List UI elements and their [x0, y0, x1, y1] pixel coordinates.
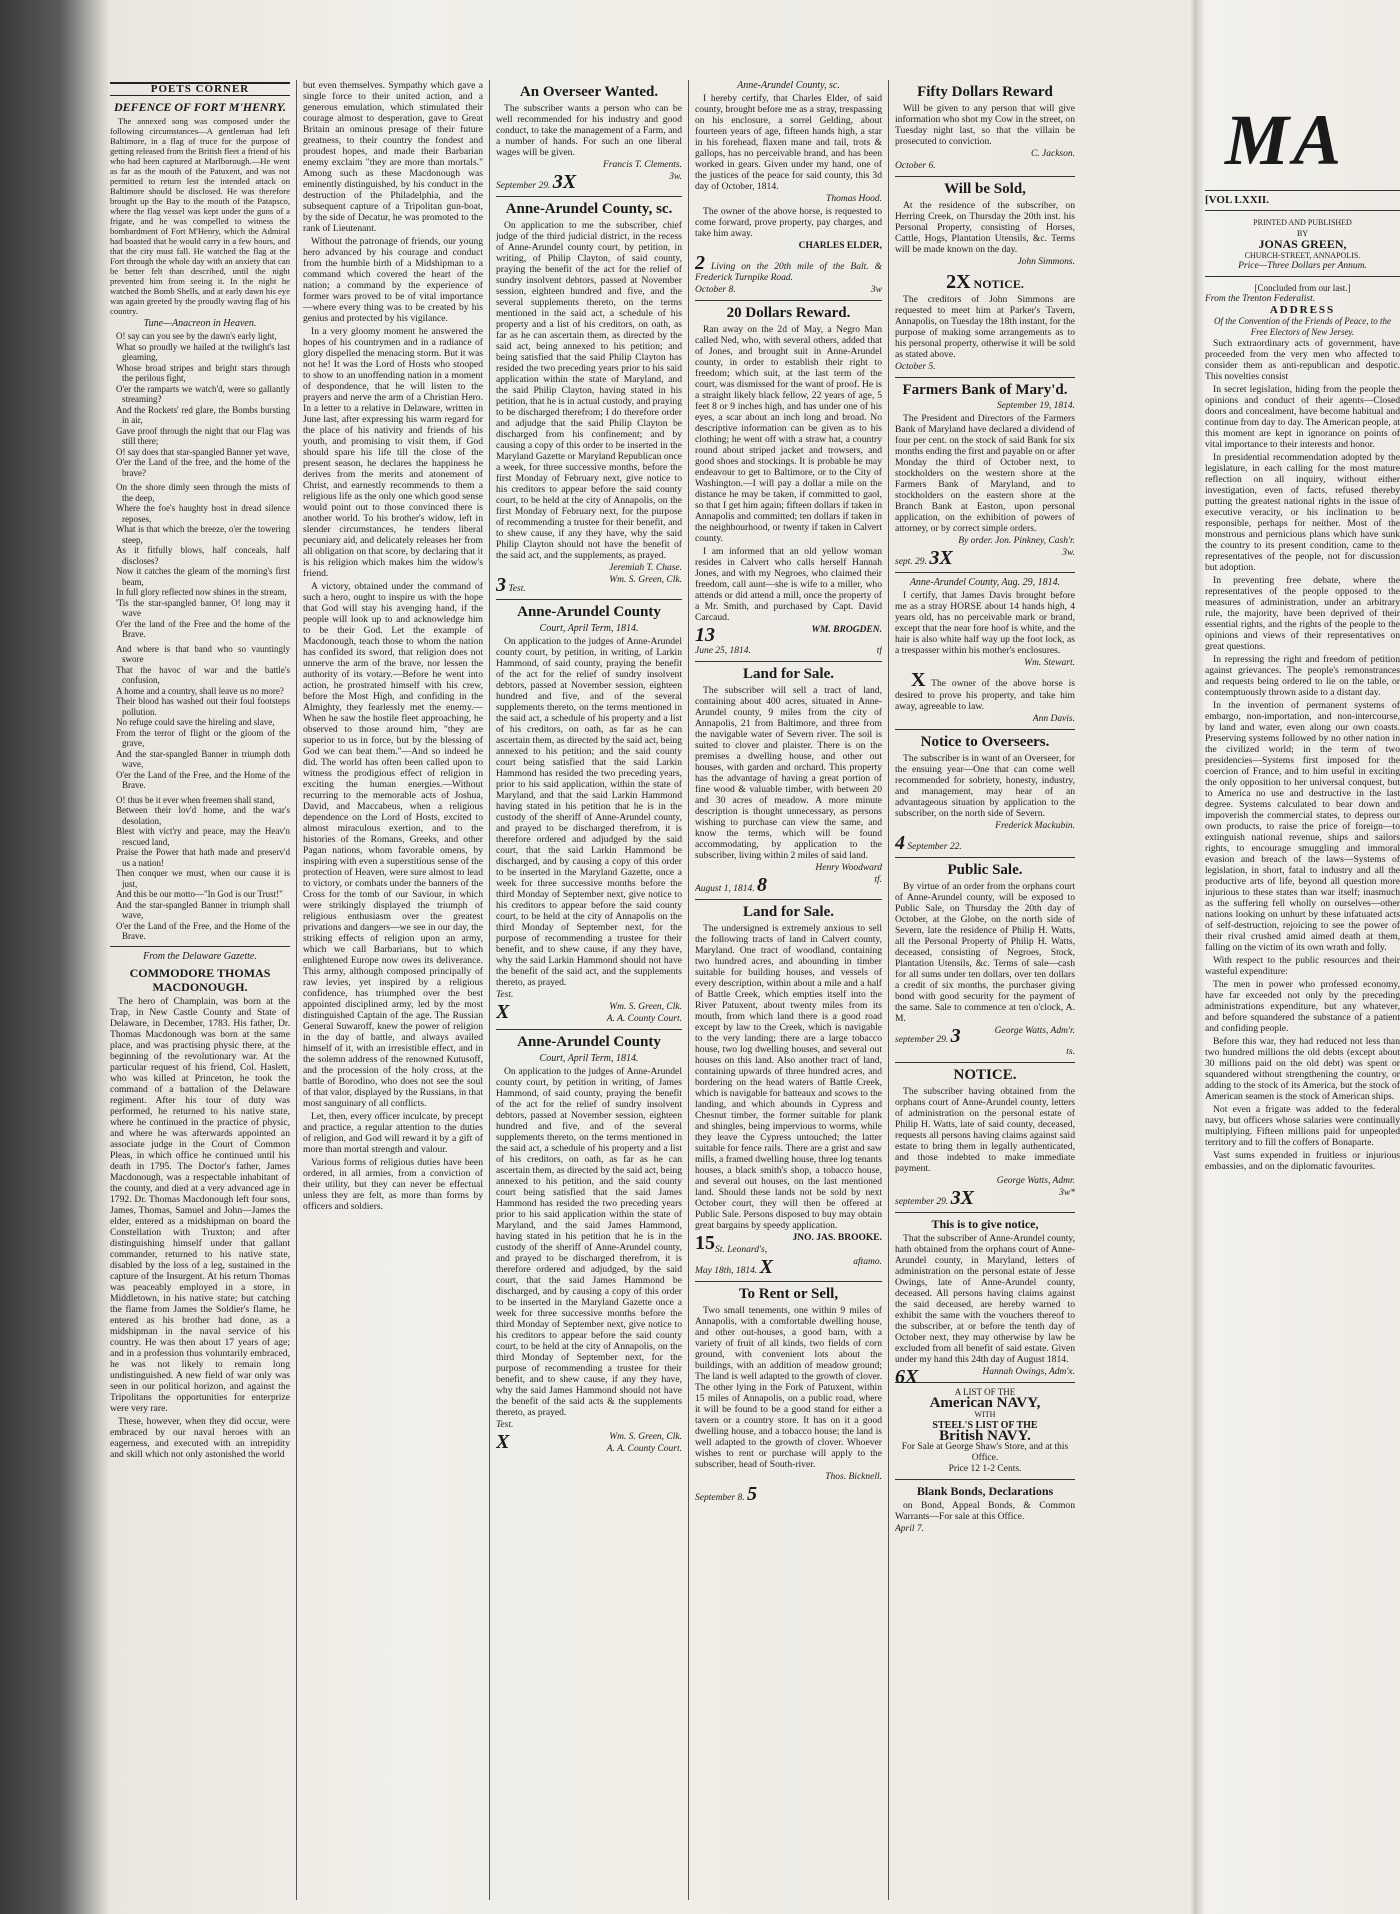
ad-title: An Overseer Wanted. — [519, 84, 659, 100]
ad-signature: Francis T. Clements. — [603, 160, 682, 170]
ad-county: Anne-Arundel County, sc. — [737, 80, 840, 91]
article-paragraph: Without the patronage of friends, our young hero advanced by his courage and conduct from the humble birth of a Midshipman to a command which covered the heart of the nation; a command by the experience of former wars proved to be of vital importance—where every thing was to be created by his genius and protected by his vigilance. — [303, 236, 483, 324]
divider — [895, 572, 1075, 573]
ad-body: I hereby certify, that Charles Elder, of said county, brought before me as a stray, trespassing on his enclosure, a sorrel Gelding, about fourteen years of age, fifteen hands high, a star in his forehead, flaxen mane and tail, trots & gallops, has no perceivable brand, and has been worked in gears. Given under my hand, one of the justices of the peace for said county, this 3d day of October, 1814. — [695, 93, 882, 192]
ad-body: On application to the judges of Anne-Arundel county court, by petition, in writing, of Larkin Hammond, of said county, praying the benefit of the act for the relief of sundry insolvent debtors, passed at November session, eighteen hundred and five, and of the several supplements thereto, on the terms mentioned in the said act, a schedule of his property and a list of his creditors, on oath, as far as he can ascertain them, as directed by the said act, being annexed to his petition; and the said county court being satisfied that the said Larkin Hammond has resided the two preceding years, prior to his said application, within the state of Maryland, and that the said Larkin Hammond having stated in his petition that he is in the custody of the sheriff of Anne-Arundel county, and prayed to be discharged therefrom, it is therefore ordered and adjudged by the said court, that the said Larkin Hammond be discharged, and by causing a copy of this order to be inserted in the Maryland Gazette, once a week for three successive months before the third Monday of September next, give notice to his creditors to appear before the said county court, to be held at the city of Annapolis on the third Monday of September next, for the purpose of recommending a trustee for their benefit, and to shew cause, if any they have, why the said Larkin Hammond should not have the benefit of the said act, and the supplements thereto, as prayed. — [496, 636, 682, 988]
ad-signature: 6X Hannah Owings, Adm'x. — [895, 1366, 1075, 1388]
ad-date: September 19, 1814. — [996, 401, 1075, 411]
address-paragraph: With respect to the public resources and their wasteful expenditure: — [1205, 955, 1400, 977]
divider — [496, 599, 682, 600]
ad-title: 20 Dollars Reward. — [726, 305, 851, 321]
ad-subtitle: Court, April Term, 1814. — [539, 623, 639, 634]
column-2 — [303, 80, 483, 1900]
ad-court: A. A. County Court. — [606, 1014, 682, 1024]
ad-place: St. Leonard's, — [715, 1245, 768, 1255]
divider — [695, 1281, 882, 1282]
article-paragraph: but even themselves. Sympathy which gave a single force to their united action, and a generous emulation, which stimulated their courage almost to desperation, gave to Great Britain an ominous presage of their future greatness, to their country the fondest and proudest hopes, and made their Barbarian enemy exclaim "they are more than mortals." Among such as these Macdonough was eminently distinguished, by his conduct in the destruction of the Philadelphia, and the subsequent capture of a Tripolitan gun-boat, by the side of Decatur, he was promoted to the rank of Lieutenant. — [303, 80, 483, 234]
address-paragraph: In the invention of permanent systems of embargo, non-importation, and non-intercourse, by land and water, even along our own coasts. Preserving systems followed by no other nation in the civilized world; in the term of two presidencies—Systems first imposed for the coercion of France, and to him useful in exciting the only opposition to her universal conquest, but to America no use and destructive in the last degree. Systems calculated to bear down and impoverish the commercial states, to depress our own products, to raise the price of foreign—to extinguish national revenue, ships and sailors rights, to encourage smuggling and immoral evasion and breach of the laws—Systems of legislation, in short, fatal to industry and all the productive arts of life, beyond all question more injurious to these states than war itself; inasmuch as the suffering fell wholly on ourselves—other nations looking on unhurt by these infatuated acts of self-destruction, rejoicing to see the power of their rival crushed amid aimed death at them, falling on the victim of its own wrath and folly. — [1205, 700, 1400, 953]
ad-title: To Rent or Sell, — [738, 1286, 839, 1302]
column-rule — [489, 80, 490, 1900]
ad-body: That the subscriber of Anne-Arundel county, hath obtained from the orphans court of Anne-Arundel county, in Maryland, letters of administration on the personal estate of Jesse Owings, late of Anne-Arundel county, deceased. All persons having claims against the said deceased, are hereby warned to exhibit the same with the vouchers thereof to the subscriber, at or before the tenth day of October next, they may otherwise by law be excluded from all benefit of said estate. Given under my hand this 24th day of August 1814. — [895, 1233, 1075, 1365]
address-paragraph: Such extraordinary acts of government, have proceeded from the very men who affected to consider them as anti-republican and despotic. This novelties consist — [1205, 338, 1400, 382]
ad-date: september 29. 3X 3w* — [895, 1187, 1075, 1209]
poem-verse — [110, 644, 290, 791]
ad-signature: John Simmons. — [1017, 257, 1075, 267]
ad-body: The subscriber having obtained from the orphans court of Anne-Arundel county, letters of administration on the personal estate of Philip H. Watts, late of said county, deceased, requests all persons having claims against said estate to bring them in legally authenticated, and those indebted to make immediate payment. — [895, 1086, 1075, 1174]
article-paragraph: Various forms of religious duties have been ordered, in all armies, from a conviction of their utility, but they can never be effectual unless they are felt, as more than forms by officers and soldiers. — [303, 1157, 483, 1212]
poem-line: O! say can you see by the dawn's early light, — [116, 331, 277, 341]
poem-line: In full glory reflected now shines in the stream, — [116, 587, 287, 597]
ad-date: sept. 29. 3X 3w. — [895, 547, 1075, 569]
masthead: MA — [1225, 100, 1346, 180]
ad-test: Test. — [496, 1420, 514, 1430]
ad-court: A. A. County Court. — [606, 1444, 682, 1454]
ad-date: September 29. 3X 3w. — [496, 171, 682, 193]
navy-line: STEEL'S LIST OF THE — [932, 1420, 1038, 1431]
navy-line: British NAVY. — [939, 1428, 1031, 1444]
ad-body: Will be given to any person that will give information who shot my Cow in the street, on Tuesday night last, so that the villain be prosecuted to conviction. — [895, 103, 1075, 147]
divider — [496, 1029, 682, 1030]
ad-title: NOTICE. — [953, 1067, 1017, 1083]
navy-line: Price 12 1-2 Cents. — [948, 1464, 1022, 1474]
ad-title: Anne-Arundel County — [517, 604, 661, 620]
ad-title: Farmers Bank of Mary'd. — [902, 382, 1068, 398]
poem-line: Whose broad stripes and bright stars through the perilous fight, — [116, 362, 290, 383]
poem-line: A home and a country, shall leave us no more? — [116, 685, 284, 696]
poem-verse — [110, 331, 290, 478]
article-paragraph: The hero of Champlain, was born at the Trap, in New Castle County and State of Delaware, in December, 1783. His father, Dr. Thomas Macdonough was born at the same place, and was practising physic there, at the beginning of the revolutionary war. At the particular request of his friend, Col. Haslett, who was killed at Princeton, he took the command of a battalion of the Delaware regiment. After his tour of duty was performed, he returned to his native state, where he continued in the practice of physic, and where he was afterwards appointed an associate judge in the Court of Common Pleas, in which office he continued until his death in 1795. The Doctor's father, James Macdonough, was a respectable inhabitant of the county, and died at a very advanced age in 1792. Dr. Thomas Macdonough left four sons, James, Thomas, Samuel and John—James the elder, entered as a midshipman on board the Constellation with Truxton; and after distinguishing himself under that gallant commander, returned to his native state, disabled by the loss of a leg, sustained in the capture of the Insurgent. At his return Thomas was peaceably employed in a store, in Middletown, in his native state; but catching the flame from James the Soldier's flame, he entered as his brother had done, as a midshipman in the naval service of his country. He was then about 17 years of age; and in a profession thus voluntarily embraced, he was not likely to remain long undistinguished. A new field of war only was seen in our political horizon, and against the Tripolitans the opportunities for enterprize were very rare. — [110, 995, 290, 1414]
ad-title: Anne-Arundel County, sc. — [505, 201, 673, 217]
ad-date: May 18th, 1814. X aftamo. — [695, 1256, 882, 1278]
ad-body: I am informed that an old yellow woman resides in Calvert who calls herself Hannah Jones, and with my Negroes, who claimed their freedom, call aunt—she is wife to a miller, who attends or did attend a mill, once the property of a Mr. Smith, and purchased by Capt. David Carcaud. — [695, 546, 882, 623]
ad-title: Land for Sale. — [743, 666, 834, 682]
divider — [895, 377, 1075, 378]
address-paragraph: In presidential recommendation adopted by the legislature, in each calling for the most mature reflection on all inquiry, without either investigation, even of facts, refused thereby putting the greatest national rights in the issue of executive veracity, or his inclination to be responsible, perhaps for neither. Most of the monstrous and pernicious plans which have sunk the country to its present condition, came to the representatives of the people, not for discussion but adoption. — [1205, 452, 1400, 573]
ad-date: June 25, 1814. tf — [695, 646, 882, 656]
ad-body: The owner of the above horse, is requested to come forward, prove property, pay charges, and take him away. — [695, 206, 882, 239]
poem-line: Between their lov'd home, and the war's desolation, — [116, 805, 290, 826]
navy-line: WITH — [974, 1410, 996, 1419]
navy-line: For Sale at George Shaw's Store, and at this Office. — [901, 1442, 1069, 1463]
poem-line: Their blood has washed out their foul footsteps pollution. — [116, 696, 290, 717]
article-paragraph: In a very gloomy moment he answered the hopes of his countrymen and in a radiance of glory dispelled the menacing storm. But it was not he! It was the Lord of Hosts who stooped to show to an unoffending nation in a moment of despondence, that he will listen to the prayers and nerve the arm of a Christian Hero. In a letter to a relative in Delaware, written in June last, after expressing his warm regard for the place of his nativity and friends of his youth, and promising to visit them, if God should spare his life till the close of the present season, he declares the happiness he derives from the merits and atonement of Christ, and earnestly recommends to them a religious life as the only one which good sense would point out to those convinced there is another world. To his brother's widow, left in slender circumstances, he tenders liberal pecuniary aid, and delicately releases her from all obligation on that score, by declaring that it is his religion which makes him the widow's friend. — [303, 326, 483, 579]
ad-body: On application to me the subscriber, chief judge of the third judicial district, in the recess of Anne-Arundel county court, by petition, in writing, of Philip Clayton, of said county, praying the benefit of the act for the relief of sundry insolvent debtors, passed at November session, eighteen hundred and five, and the several supplements thereto, on the terms mentioned in the said act, a schedule of his property and a list of his creditors, on oath, as far as he can ascertain them, as directed by the said act, being annexed to his petition; and being satisfied that the said Philip Clayton has resided the two preceding years prior to his said application within the state of Maryland, and the said Philip Clayton, having stated in his petition, that he is in actual custody, and praying to be discharged therefrom; I do therefore order and adjudge that the said Philip Clayton be discharged from his confinement; and by causing a copy of this order to be inserted in the Maryland Gazette or Maryland Republican once a week, for three successive months, before the first Monday of February next, give notice to his creditors to appear before the said county court, to be held at the city of Annapolis, on the first Monday of February next, for the purpose of recommending a trustee for their benefit, and to shew cause, if any they have, why the said Philip Clayton should not have the benefit of the said act, and the supplements, as prayed. — [496, 220, 682, 561]
ad-body: on Bond, Appeal Bonds, & Common Warrants—For sale at this Office. — [895, 1500, 1075, 1522]
address-body — [1205, 338, 1400, 1174]
address-paragraph: In repressing the right and freedom of petition against grievances. The people's remonstrances and requests being ordered to lie on the table, or contemptuously thrown aside to a distant day. — [1205, 654, 1400, 698]
ad-signature: George Watts, Admr. — [996, 1176, 1075, 1186]
ad-date: 4 September 22. — [895, 832, 962, 854]
ad-title: Public Sale. — [947, 862, 1023, 878]
ad-body: X The owner of the above horse is desired to prove his property, and take him away, agreeable to law. — [895, 669, 1075, 712]
navy-ad — [895, 1387, 1075, 1475]
publisher: JONAS GREEN, — [1258, 237, 1347, 251]
ad-body: Ran away on the 2d of May, a Negro Man called Ned, who, with several others, added that of Jones, and brought suit in Anne-Arundel county, in order to establish their right to freedom; which suit, at the last term of the court, was dismissed for the want of proof. He is a straight likely black fellow, 22 years of age, 5 feet 8 or 9 inches high, and has under one of his eyes, a scar about an inch long and broad. No descriptive information can be given as to his clothing; he went off with a straw hat, a country round about striped jacket and trowsers, and good shoes and stockings. It is probable he may endeavour to get to Baltimore, or to the City of Washington.—I will pay a dollar a mile on the distance he may be taken, if committed to gaol, so that I get him again; fifteen dollars if taken in Annapolis and committed; ten dollars if taken in the neighbourhood, or twenty if taken in Calvert county. — [695, 324, 882, 544]
ad-signature: 15 JNO. JAS. BROOKE. — [695, 1232, 882, 1254]
poem-title: DEFENCE OF FORT M'HENRY. — [113, 100, 287, 114]
poem-line: And the star-spangled Banner in triumph shall wave, — [116, 899, 290, 920]
price: Price—Three Dollars per Annum. — [1205, 261, 1400, 277]
poem-line: O! say does that star-spangled Banner yet wave, — [116, 446, 290, 457]
column-rule — [888, 80, 889, 1900]
ad-body: The subscriber wants a person who can be well recommended for his industry and good conduct, to take the management of a Farm, and a number of hands. For such an one liberal wages will be given. — [496, 103, 682, 158]
poem-verse — [110, 482, 290, 640]
ad-test: Test. — [496, 990, 514, 1000]
divider — [695, 300, 882, 301]
poem-line: That the havoc of war and the battle's confusion, — [116, 664, 290, 685]
ad-signature: Henry Woodward — [815, 863, 882, 873]
column-3 — [496, 80, 682, 1900]
poem-line: And this be our motto—"In God is our Trust!" — [116, 889, 283, 899]
divider — [695, 661, 882, 662]
poem-verse — [110, 795, 290, 942]
poem-line: O! thus be it ever when freemen shall stand, — [116, 794, 275, 805]
source: From the Trenton Federalist. — [1205, 294, 1316, 304]
ad-signature: Wm. Stewart. — [1024, 658, 1075, 668]
ad-body: The undersigned is extremely anxious to sell the following tracts of land in Calvert county, Maryland. One tract of woodland, containing two hundred acres, and abounding in timber suitable for building houses, and vessels of every description, within about a mile and a half of Battle Creek, which empties itself into the River Patuxent, about twenty miles from its mouth, from which land there is a good road except by law to the Creek, which is navigable to the very landing; there are a large tobacco house, two log dwelling houses, and several out houses on this land. Also another tract of land, containing upwards of three hundred acres, and bordering on the head waters of Battle Creek, which is navigable for batteaux and scows to the landing, and which abounds in Cypress and Chesnut timber, the former suitable for plank and shingles, being impervious to worms, while they leave the Cypress untouched; the latter suitable for fence rails. There are a grist and saw mills, a framed dwelling house, three log tenants houses, a black smith's shop, a tobacco house, and several out houses, on the last mentioned land. Should these lands not be sold by next October court, they will then be offered at Public Sale. Persons disposed to buy may obtain great bargains by speedy application. — [695, 923, 882, 1231]
divider — [895, 1062, 1075, 1063]
ad-body: The subscriber will sell a tract of land, containing about 400 acres, situated in Anne-Arundel county, 9 miles from the city of Annapolis, 21 from Baltimore, and three from the navigable water of Severn river. The soil is suited to clover and plaister. There is on the premises a dwelling house, and other out houses, with garden and orchard. This property has the advantage of having a great portion of fine wood & valuable timber, with between 20 and 30 acres of meadow. A more minute description is thought unnecessary, as persons wishing to purchase can view the same, and know the terms, which will be found accommodating, by application to the subscriber, living within 2 miles of said land. — [695, 685, 882, 861]
address-paragraph: In secret legislation, hiding from the people the opinions and conduct of their agents—Closed doors and concealment, have become habitual and continue from day to day. The American people, at this moment are kept in ignorance on points of vital importance to their interests and honor. — [1205, 384, 1400, 450]
divider — [895, 176, 1075, 177]
ad-signature: Thos. Bicknell. — [825, 1472, 882, 1482]
column-rule — [296, 80, 297, 1900]
column-5 — [895, 80, 1075, 1900]
article-title: COMMODORE THOMAS MACDONOUGH. — [129, 965, 271, 994]
ad-date: September 8. 5 — [695, 1483, 757, 1505]
address-paragraph: The men in power who professed economy, have far exceeded not only by the preceding administrations expenditure, but any whatever, and before squandered the substance of a patient and confiding people. — [1205, 979, 1400, 1034]
ad-county: Anne-Arundel County, Aug. 29, 1814. — [909, 577, 1061, 588]
ad-signature-line: 13 WM. BROGDEN. — [695, 624, 882, 646]
poem-line: And where is that band who so vauntingly swore — [116, 643, 290, 664]
ad-date: August 1, 1814. 8 tf. — [695, 874, 882, 896]
address-title: ADDRESS — [1269, 304, 1336, 316]
ad-title: Fifty Dollars Reward — [917, 84, 1053, 100]
poem-line: O'er the Land of the free, and the home of the brave? — [116, 457, 290, 478]
ad-date: October 5. — [895, 362, 936, 372]
newspaper-page-left — [110, 80, 1190, 1900]
poem-line: As it fitfully blows, half conceals, half discloses? — [116, 545, 290, 566]
poem-line: Gave proof through the night that our Flag was still there; — [116, 425, 290, 446]
divider — [110, 946, 290, 947]
concluded-note: [Concluded from our last.] — [1254, 283, 1351, 293]
volume-line: [VOL LXXII. — [1205, 190, 1400, 211]
ad-title: Will be Sold, — [944, 181, 1026, 197]
poem-line: O'er the land of the Free and the home of the Brave. — [116, 618, 290, 639]
ad-signature: Thomas Hood. — [826, 194, 882, 204]
poem-line: No refuge could save the hireling and slave, — [116, 717, 275, 727]
address-paragraph: Before this war, they had reduced not less than two hundred millions the old debts (except about 30 millions paid on the old debt) was spent or squandered without strengthening the country, or adding to the stock of its America, but the stock of American seamen is the stock of American ships. — [1205, 1036, 1400, 1102]
ad-body: The subscriber is in want of an Overseer, for the ensuing year—One that can come well recommended for sobriety, honesty, industry, and management, may hear of an advantageous situation by application to the subscriber, on the north side of Severn. — [895, 753, 1075, 819]
poem-line: Blest with vict'ry and peace, may the Heav'n rescued land, — [116, 826, 290, 847]
ad-date: October 6. — [895, 161, 936, 171]
address-subtitle: Of the Convention of the Friends of Peace, to the Free Electors of New Jersey. — [1214, 316, 1391, 337]
ad-body: At the residence of the subscriber, on Herring Creek, on Thursday the 20th inst. his Personal Property, consisting of Horses, Cattle, Hogs, Plantation Utensils, &c. Terms will be made known on the day. — [895, 200, 1075, 255]
poem-line: Now it catches the gleam of the morning's first beam, — [116, 566, 290, 587]
divider — [895, 1212, 1075, 1213]
ad-signature: X Wm. S. Green, Clk. — [496, 1431, 682, 1453]
poem-line: And the star-spangled Banner in triumph doth wave, — [116, 748, 290, 769]
column-4 — [695, 80, 882, 1900]
ad-body: Two small tenements, one within 9 miles of Annapolis, with a comfortable dwelling house, and other out-houses, a good barn, with a variety of fruit of all kinds, two fields of corn ground, with convenient lots about the buildings, with an addition of meadow ground; The land is well adapted to the growth of clover. The other lying in the Fork of Patuxent, within 15 miles of Annapolis, on a public road, where it will be found to be a good stand for either a tavern or a country store. It has on it a good dwelling house, and a tobacco house; the land is well adapted to the growth of clover. Whoever wishes to rent or purchase will apply to the subscriber, head of South-river. — [695, 1305, 882, 1470]
ad-title: Notice to Overseers. — [920, 734, 1050, 750]
poem-line: O'er the Land of the Free, and the Home of the Brave. — [116, 769, 290, 790]
poem-line: 'Tis the star-spangled banner, O! long may it wave — [116, 597, 290, 618]
article-paragraph: A victory, obtained under the command of such a hero, ought to inspire us with the hope that God will stay his avenging hand, if the people will look up to and acknowledge him to be their God. Let the example of Macdonough, teach those to whom the nation has confided its sword, that religion does not unnerve the arm of the brave, nor lessen the authority of its votary.—Before he went into action, he prostrated himself with his crew, before the Most High, and confiding in the Almighty, they fearlessly met the enemy.—When he saw the hostile fleet approaching, he observed to those around him, "they are superior to us in force, but by the blessing of God we can beat them."—And so indeed he did. The world has often been called upon to witness the prodigious effect of religion in exciting the human energies.—Without recurring to the memorable acts of Joshua, David, and Maccabeus, when a religious dependence on the Lord of Hosts, excited to almost miraculous exertion, and to the histories of the Romans, Greeks, and other Pagan nations, whom favorable omens, by inspiring with even a superstitious sense of the protection of Heaven, were sure almost to lead to victory, or combats under the banners of the Cross for the tomb of our Saviour, in which were strikingly displayed the triumph of religious enthusiasm over the greatest privations and dangers—we see in our day, the striking effects of religion upon an army, which we call Barbarians, but to which enlightened Europe now owes its deliverance. This army, although composed principally of raw levies, yet inspired by a religious confidence, has triumphed over the best appointed disciplined army, led by the most distinguished Captain of the age. The Russian General Suwaroff, knew the power of religion in the day of battle, and always availed himself of it, with an irresistible effect, and in the solemn address of the renowned Kutusoff, and the procession of the holy cross, at the battle of Borodino, who does not see the soul of that valor, displayed by the Russians, in that most sanguinary of all conflicts. — [303, 581, 483, 1109]
navy-line: American NAVY, — [929, 1395, 1041, 1411]
ad-title: This is to give notice, — [931, 1217, 1039, 1231]
poem-line: Where the foe's haughty host in dread silence reposes, — [116, 503, 290, 524]
poem-line: Praise the Power that hath made and preserv'd us a nation! — [116, 847, 290, 868]
poem-line: What is that which the breeze, o'er the towering steep, — [116, 524, 290, 545]
poem-line: And the Rockets' red glare, the Bombs bursting in air, — [116, 404, 290, 425]
article-source: From the Delaware Gazette. — [143, 950, 257, 962]
poem-line: O'er the ramparts we watch'd, were so gallantly streaming? — [116, 383, 290, 404]
ad-date: september 29. 3 George Watts, Adm'r. — [895, 1025, 1075, 1047]
ad-body: The President and Directors of the Farmers Bank of Maryland have declared a dividend of four per cent. on the stock of said Bank for six months ending the first and payable on or after Monday the third of October next, to stockholders on the western shore at the Farmers Bank of Maryland, and to stockholders on the eastern shore at the Branch Bank at Easton, upon personal application, on the exhibition of powers of attorney, or by correct simple orders. — [895, 413, 1075, 534]
ad-signature: Ann Davis. — [1032, 714, 1075, 724]
ad-title: Anne-Arundel County — [517, 1034, 661, 1050]
article-paragraph: Let, then, every officer inculcate, by precept and practice, a regular attention to the duties of religion, and God will reward it by a gift of more than mortal strength and valour. — [303, 1111, 483, 1155]
ad-date: April 7. — [895, 1524, 925, 1534]
address-paragraph: In preventing free debate, where the representatives of the people opposed to the measures of administration, under an arbitrary rule, the majority, have been deprived of their essential rights, and the rights of the people to the opinions and views of their representatives on great questions. — [1205, 575, 1400, 652]
poem-line: From the terror of flight or the gloom of the grave, — [116, 727, 290, 748]
ad-term: ts. — [1066, 1047, 1075, 1057]
ad-title: Blank Bonds, Declarations — [916, 1484, 1054, 1498]
column-rule — [688, 80, 689, 1900]
divider — [895, 1382, 1075, 1383]
ad-signature: CHARLES ELDER, — [798, 241, 882, 251]
address-paragraph: Not even a frigate was added to the federal navy, but officers whose salaries were continually multiplying. Fifteen millions paid for unpeopled territory and to fill the coffers of Bonaparte. — [1205, 1104, 1400, 1148]
article-paragraph: These, however, when they did occur, were embraced by our naval heroes with an eagerness, and executed with an intrepidity and skill which not only astonished the world — [110, 1415, 290, 1460]
poets-corner-banner: POETS CORNER — [110, 82, 290, 96]
poem-line: O'er the Land of the Free, and the Home of the Brave. — [116, 920, 290, 941]
poem-intro: The annexed song was composed under the following circumstances—A gentleman had left Baltimore, in a flag of truce for the purpose of getting released from the British fleet a friend of his who had been captured at Marlborough.—He went as far as the mouth of the Patuxent, and was not permitted to return lest the intended attack on Baltimore should be disclosed. He was therefore brought up the Bay to the mouth of the Patapsco, where the flag vessel was kept under the guns of a frigate, and he was compelled to witness the bombardment of Fort M'Henry, which the Admiral had boasted that he would carry in a few hours, and that the city must fall. He watched the flag at the Fort through the whole day with an anxiety that can be better felt than described, until the night prevented him from seeing it. In the night he watched the Bomb Shells, and at early dawn his eye was again greeted by the proudly waving flag of his country. — [110, 116, 290, 316]
ad-signature: X Wm. S. Green, Clk. — [496, 1001, 682, 1023]
poem-line: What so proudly we hailed at the twilight's last gleaming, — [116, 341, 290, 362]
divider — [895, 729, 1075, 730]
ad-address: 2 Living on the 20th mile of the Balt. & Frederick Turnpike Road. — [695, 252, 882, 283]
street: CHURCH-STREET, ANNAPOLIS. — [1244, 251, 1361, 260]
ad-subtitle: Court, April Term, 1814. — [539, 1053, 639, 1064]
column-1 — [110, 80, 290, 1900]
poem-line: Then conquer we must, when our cause it is just, — [116, 868, 290, 889]
poem-tune: Tune—Anacreon in Heaven. — [143, 318, 257, 329]
ad-title: 2X NOTICE. — [946, 271, 1024, 293]
ad-signature: Jeremiah T. Chase. — [609, 563, 682, 573]
ad-body: By virtue of an order from the orphans court of Anne-Arundel county, will be exposed to Public Sale, on Thursday the 20th day of October, at the Globe, on the north side of Severn, late the residence of Philip H. Watts, all the Personal Property of Philip H. Watts, deceased, consisting of Negroes, Stock, Plantation Utensils, &c. Terms of sale—cash for all sums under ten dollars, over ten dollars a credit of six months, the purchaser giving bond with good security for the payment of the same. Sale to commence at ten o'clock, A. M. — [895, 881, 1075, 1024]
printed-by: PRINTED AND PUBLISHED — [1253, 218, 1352, 227]
printed-by: BY — [1296, 229, 1309, 238]
navy-line: A LIST OF THE — [954, 1387, 1016, 1397]
ad-test: 3 Test. Wm. S. Green, Clk. — [496, 574, 682, 596]
ad-body: On application to the judges of Anne-Arundel county court, by petition in writing, of James Hammond, of said county, praying the benefit of the act for the relief of sundry insolvent debtors, passed at November session, eighteen hundred and five, and of the several supplements thereto, on the terms mentioned in the said act, a schedule of his property and a list of his creditors, on oath, as far as he can ascertain them, as directed by the said act, being annexed to his petition, and the said county court being satisfied that the said James Hammond has resided the two preceding years prior to his said application within the state of Maryland, and the said James Hammond, having stated in his petition that he is in the custody of the sheriff of Anne-Arundel county, and prayed to be discharged therefrom, it is therefore ordered and adjudged, by the said court, that the said James Hammond be discharged, and by causing a copy of this order to be inserted in the Maryland Gazette once a week for three successive months before the third Monday of September next, give notice to his creditors to appear before the said county court, to be held at the city of Annapolis, on the third Monday of September next, for the purpose of recommending a trustee for their benefit, and to shew cause, if any they have, why the said James Hammond should not have the benefit of the said acts & the supplements thereto, as prayed. — [496, 1066, 682, 1418]
poem-line: On the shore dimly seen through the mists of the deep, — [116, 482, 290, 503]
divider — [496, 196, 682, 197]
ad-title: Land for Sale. — [743, 904, 834, 920]
ad-signature: By order. Jon. Pinkney, Cash'r. — [958, 536, 1075, 546]
address-paragraph: Vast sums expended in fruitless or injurious embassies, and on the diplomatic favourites. — [1205, 1150, 1400, 1172]
ad-signature: Frederick Mackubin. — [995, 821, 1075, 831]
ad-body: The creditors of John Simmons are requested to meet him at Parker's Tavern, Annapolis, on Tuesday the 18th instant, for the purpose of making some arrangements as to his personal property, otherwise it will be sold as stated above. — [895, 294, 1075, 360]
divider — [895, 857, 1075, 858]
divider — [695, 899, 882, 900]
ad-date: October 8. 3w — [695, 285, 882, 295]
newspaper-page-right — [1205, 100, 1400, 1900]
divider — [895, 1479, 1075, 1480]
ad-signature: C. Jackson. — [1030, 149, 1075, 159]
ad-body: I certify, that James Davis brought before me as a stray HORSE about 14 hands high, 4 years old, has no perceivable mark or brand, except that the near fore hoof is white, and the hair is also white half way up the foot lock, as a trespasser within his mother's enclosures. — [895, 590, 1075, 656]
